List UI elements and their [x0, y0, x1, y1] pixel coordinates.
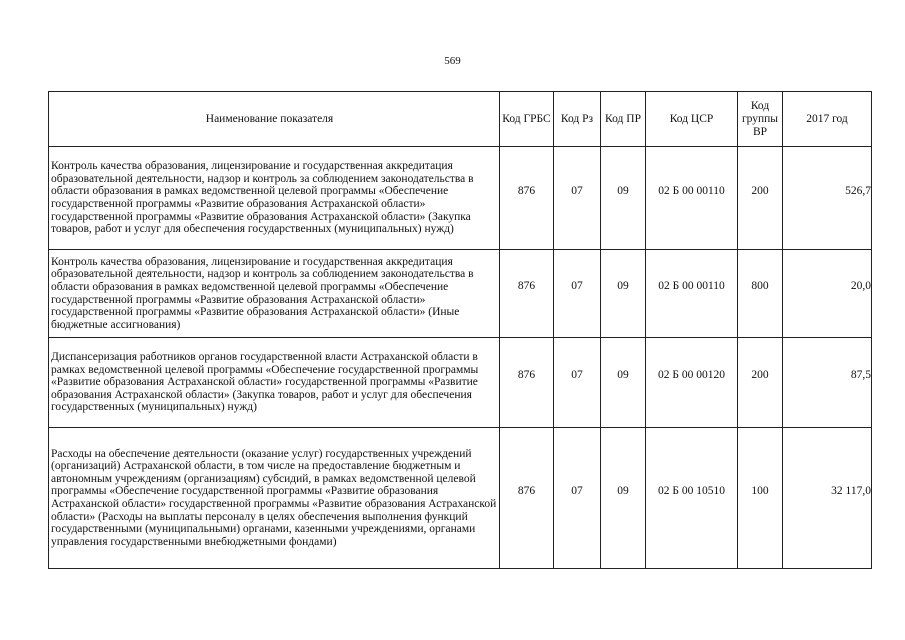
row-amount: 32 117,0 — [783, 428, 872, 569]
row-name: Контроль качества образования, лицензирование и государственная аккредитация образовательной деятельности, надзор и контроль за соблюдением законодательства в области образования в рамках ведомственной целевой программы «Обеспечение государственной программы «Развитие образования Астраханской области» государственной программы «Развитие образования Астраханской области» (Закупка товаров, работ и услуг для обеспечения государственных (муниципальных) нужд) — [49, 147, 500, 250]
row-pr: 09 — [601, 250, 646, 338]
row-name: Расходы на обеспечение деятельности (оказание услуг) государственных учреждений (организаций) Астраханской области, в том числе на предоставление бюджетным и автономным учреждениям (организациям) субсидий, в рамках ведомственной целевой программы «Обеспечение государственной программы «Развитие образования Астраханской области» государственной программы «Развитие образования Астраханской области» (Расходы на выплаты персоналу в целях обеспечения выполнения функций государственными (муниципальными) органами, казенными учреждениями, органами управления государственными внебюджетными фондами) — [49, 428, 500, 569]
header-name: Наименование показателя — [49, 92, 500, 147]
row-rz: 07 — [554, 338, 601, 428]
table-row — [49, 338, 872, 428]
row-amount: 526,7 — [783, 147, 872, 250]
row-vr: 200 — [738, 147, 783, 250]
row-name: Диспансеризация работников органов государственной власти Астраханской области в рамках ведомственной целевой программы «Обеспечение государственной программы «Развитие образования Астраханской области» государственной программы «Развитие образования Астраханской области» (Закупка товаров, работ и услуг для обеспечения государственных (муниципальных) нужд) — [49, 338, 500, 428]
row-amount: 20,0 — [783, 250, 872, 338]
header-row — [49, 92, 872, 147]
row-rz: 07 — [554, 250, 601, 338]
row-vr: 200 — [738, 338, 783, 428]
row-grbs: 876 — [500, 428, 554, 569]
row-grbs: 876 — [500, 147, 554, 250]
budget-table — [48, 91, 872, 569]
table-row — [49, 428, 872, 569]
row-amount: 87,5 — [783, 338, 872, 428]
header-grbs: Код ГРБС — [500, 92, 554, 147]
row-pr: 09 — [601, 147, 646, 250]
page-number: 569 — [444, 55, 461, 67]
row-vr: 800 — [738, 250, 783, 338]
row-pr: 09 — [601, 428, 646, 569]
header-rz: Код Рз — [554, 92, 601, 147]
row-grbs: 876 — [500, 250, 554, 338]
row-rz: 07 — [554, 428, 601, 569]
row-csr: 02 Б 00 00110 — [646, 147, 738, 250]
row-pr: 09 — [601, 338, 646, 428]
row-vr: 100 — [738, 428, 783, 569]
header-csr: Код ЦСР — [646, 92, 738, 147]
row-csr: 02 Б 00 00120 — [646, 338, 738, 428]
row-grbs: 876 — [500, 338, 554, 428]
header-vr: Код группы ВР — [738, 92, 783, 147]
header-year: 2017 год — [783, 92, 872, 147]
row-name: Контроль качества образования, лицензирование и государственная аккредитация образовательной деятельности, надзор и контроль за соблюдением законодательства в области образования в рамках ведомственной целевой программы «Обеспечение государственной программы «Развитие образования Астраханской области» государственной программы «Развитие образования Астраханской области» (Иные бюджетные ассигнования) — [49, 250, 500, 338]
table-row — [49, 147, 872, 250]
row-csr: 02 Б 00 00110 — [646, 250, 738, 338]
table-row — [49, 250, 872, 338]
row-csr: 02 Б 00 10510 — [646, 428, 738, 569]
row-rz: 07 — [554, 147, 601, 250]
header-pr: Код ПР — [601, 92, 646, 147]
